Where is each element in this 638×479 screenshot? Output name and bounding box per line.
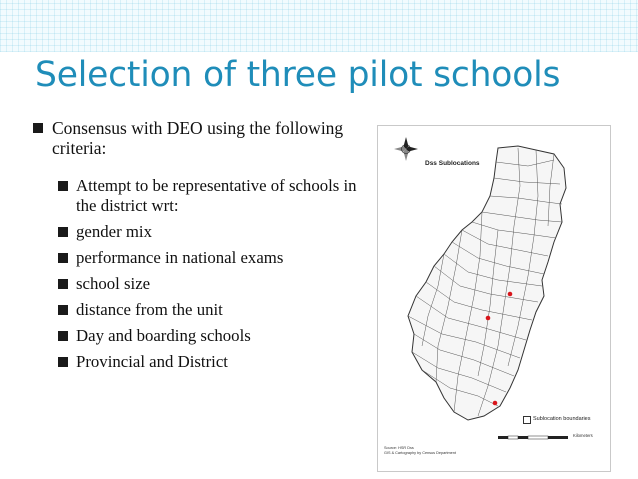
source-line: Source: HSR Dss xyxy=(384,446,414,450)
bullet-text: Day and boarding schools xyxy=(76,326,251,345)
list-item xyxy=(57,300,357,320)
bullet-text: Attempt to be representative of schools in the district wrt: xyxy=(76,176,357,215)
legend-swatch xyxy=(523,416,531,424)
bullet-text: gender mix xyxy=(76,222,152,241)
list-item xyxy=(57,176,357,216)
bullet-text: Provincial and District xyxy=(76,352,228,371)
list-item xyxy=(32,118,350,158)
criteria-intro-list xyxy=(32,118,350,158)
scale-bar xyxy=(498,436,568,439)
filled-square-bullet-icon xyxy=(57,330,69,342)
filled-square-bullet-icon xyxy=(57,356,69,368)
district-outline xyxy=(408,146,566,420)
school-marker xyxy=(486,316,491,321)
bullet-text: distance from the unit xyxy=(76,300,223,319)
legend-label: Sublocation boundaries xyxy=(533,416,591,422)
map-source xyxy=(384,446,456,456)
filled-square-bullet-icon xyxy=(57,304,69,316)
filled-square-bullet-icon xyxy=(57,252,69,264)
list-item xyxy=(57,274,357,294)
criteria-list xyxy=(57,176,357,378)
scale-unit-label: Kilometers xyxy=(573,433,593,438)
list-item xyxy=(57,222,357,242)
school-marker xyxy=(493,401,498,406)
bullet-text: school size xyxy=(76,274,151,293)
filled-square-bullet-icon xyxy=(57,278,69,290)
list-item xyxy=(57,352,357,372)
bullet-text: performance in national exams xyxy=(76,248,284,267)
sublocation-map xyxy=(377,125,611,472)
compass-rose-icon xyxy=(394,137,418,161)
list-item xyxy=(57,248,357,268)
map-title: Dss Sublocations xyxy=(425,160,480,167)
school-marker xyxy=(508,292,513,297)
source-line: GIS & Cartography by Census Department xyxy=(384,451,456,455)
bullet-text: Consensus with DEO using the following criteria: xyxy=(52,118,344,158)
filled-square-bullet-icon xyxy=(32,122,44,134)
header-band xyxy=(0,0,638,52)
list-item xyxy=(57,326,357,346)
slide-title: Selection of three pilot schools xyxy=(35,55,561,95)
filled-square-bullet-icon xyxy=(57,180,69,192)
filled-square-bullet-icon xyxy=(57,226,69,238)
